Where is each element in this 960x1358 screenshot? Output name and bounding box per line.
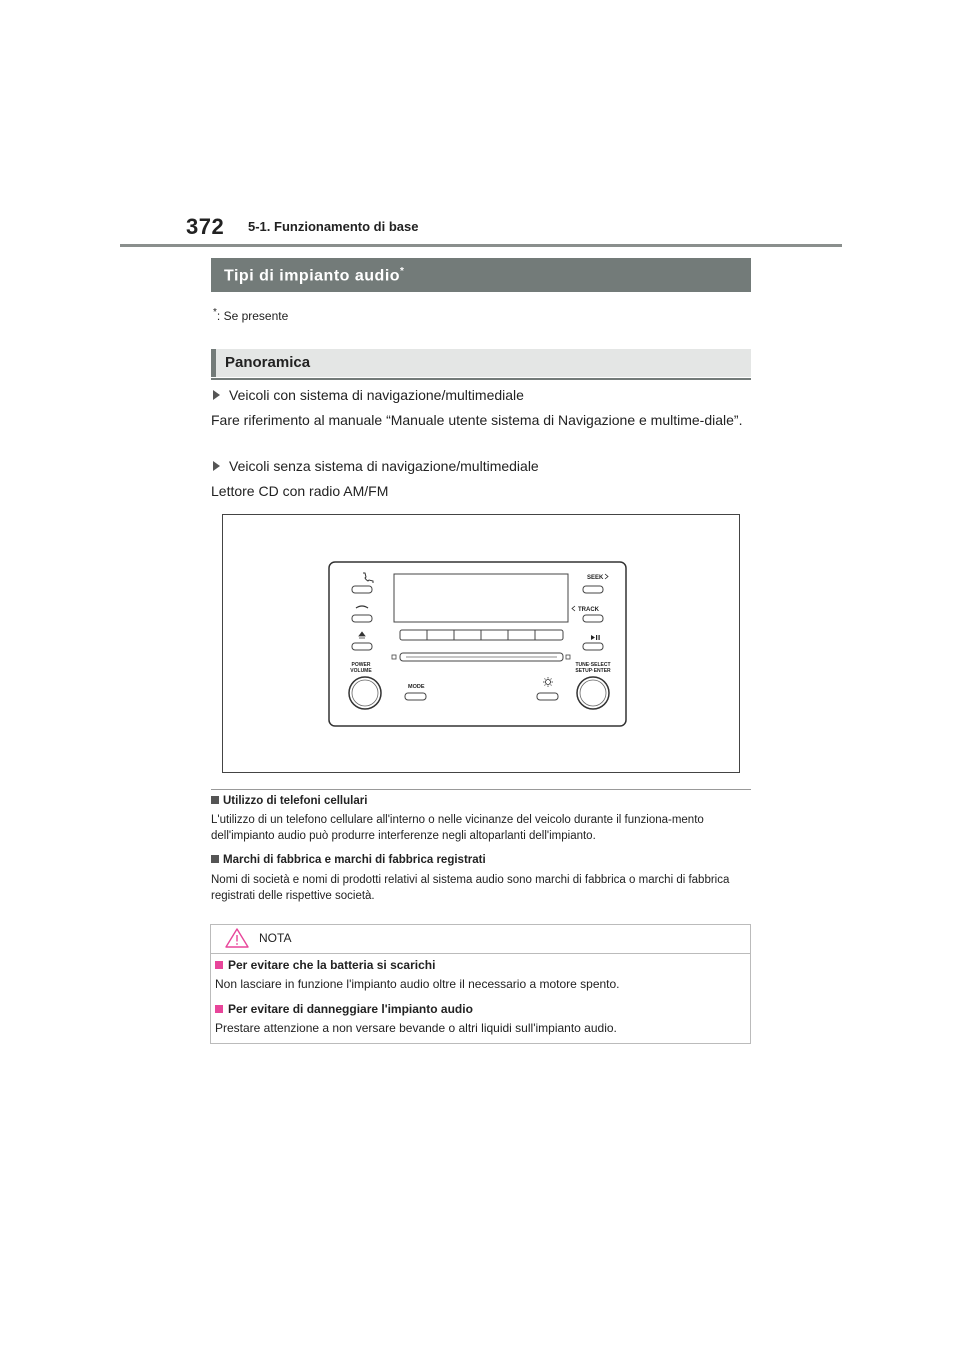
note-heading-phones: Utilizzo di telefoni cellulari	[211, 795, 367, 807]
square-icon	[215, 1005, 223, 1013]
footnote: *: Se presente	[213, 307, 289, 323]
power-label: POWER	[351, 662, 371, 668]
nota-divider	[211, 953, 750, 954]
subtitle: Panoramica	[225, 354, 311, 371]
nota-label: NOTA	[259, 931, 292, 945]
bullet-nav: Veicoli con sistema di navigazione/multimediale	[213, 387, 524, 403]
figure-divider	[211, 789, 751, 790]
subtitle-divider	[211, 378, 751, 380]
body-text-no-nav: Lettore CD con radio AM/FM	[211, 483, 389, 499]
square-icon	[215, 961, 223, 969]
subtitle-bar	[211, 349, 751, 377]
square-icon	[211, 855, 219, 863]
note-heading-trademarks: Marchi di fabbrica e marchi di fabbrica registrati	[211, 854, 486, 866]
nota-text-battery: Non lasciare in funzione l'impianto audio oltre il necessario a motore spento.	[215, 977, 620, 991]
setup-label: SETUP·ENTER	[575, 668, 611, 674]
mode-label: MODE	[408, 684, 425, 690]
section-title-bar	[211, 258, 751, 292]
bullet-no-nav: Veicoli senza sistema di navigazione/multimediale	[213, 458, 539, 474]
header-divider	[120, 244, 842, 247]
page-number: 372	[186, 214, 225, 239]
volume-label: VOLUME	[350, 668, 372, 674]
section-header: 5-1. Funzionamento di base	[248, 219, 419, 234]
audio-unit-illustration	[223, 515, 739, 772]
note-text-trademarks: Nomi di società e nomi di prodotti relativi al sistema audio sono marchi di fabbrica o marchi di fabbrica registrati delle rispettive società.	[211, 874, 730, 902]
audio-unit-figure	[222, 514, 740, 773]
nota-heading-battery: Per evitare che la batteria si scarichi	[215, 958, 435, 972]
nota-heading-damage: Per evitare di danneggiare l'impianto audio	[215, 1002, 473, 1016]
nota-text-damage: Prestare attenzione a non versare bevande o altri liquidi sull'impianto audio.	[215, 1021, 617, 1035]
track-label: TRACK	[578, 607, 599, 613]
triangle-icon	[213, 461, 220, 471]
tune-label: TUNE·SELECT	[575, 662, 611, 668]
body-text-nav: Fare riferimento al manuale “Manuale utente sistema di Navigazione e multime-diale”.	[211, 412, 743, 428]
note-text-phones: L'utilizzo di un telefono cellulare all'interno o nelle vicinanze del veicolo durante il funziona-mento dell'impianto audio può produrre interferenze negli altoparlanti dell'impianto.	[211, 814, 704, 842]
warning-icon	[224, 927, 250, 949]
square-icon	[211, 796, 219, 804]
section-title: Tipi di impianto audio*	[224, 266, 405, 285]
triangle-icon	[213, 390, 220, 400]
seek-label: SEEK	[587, 575, 604, 581]
